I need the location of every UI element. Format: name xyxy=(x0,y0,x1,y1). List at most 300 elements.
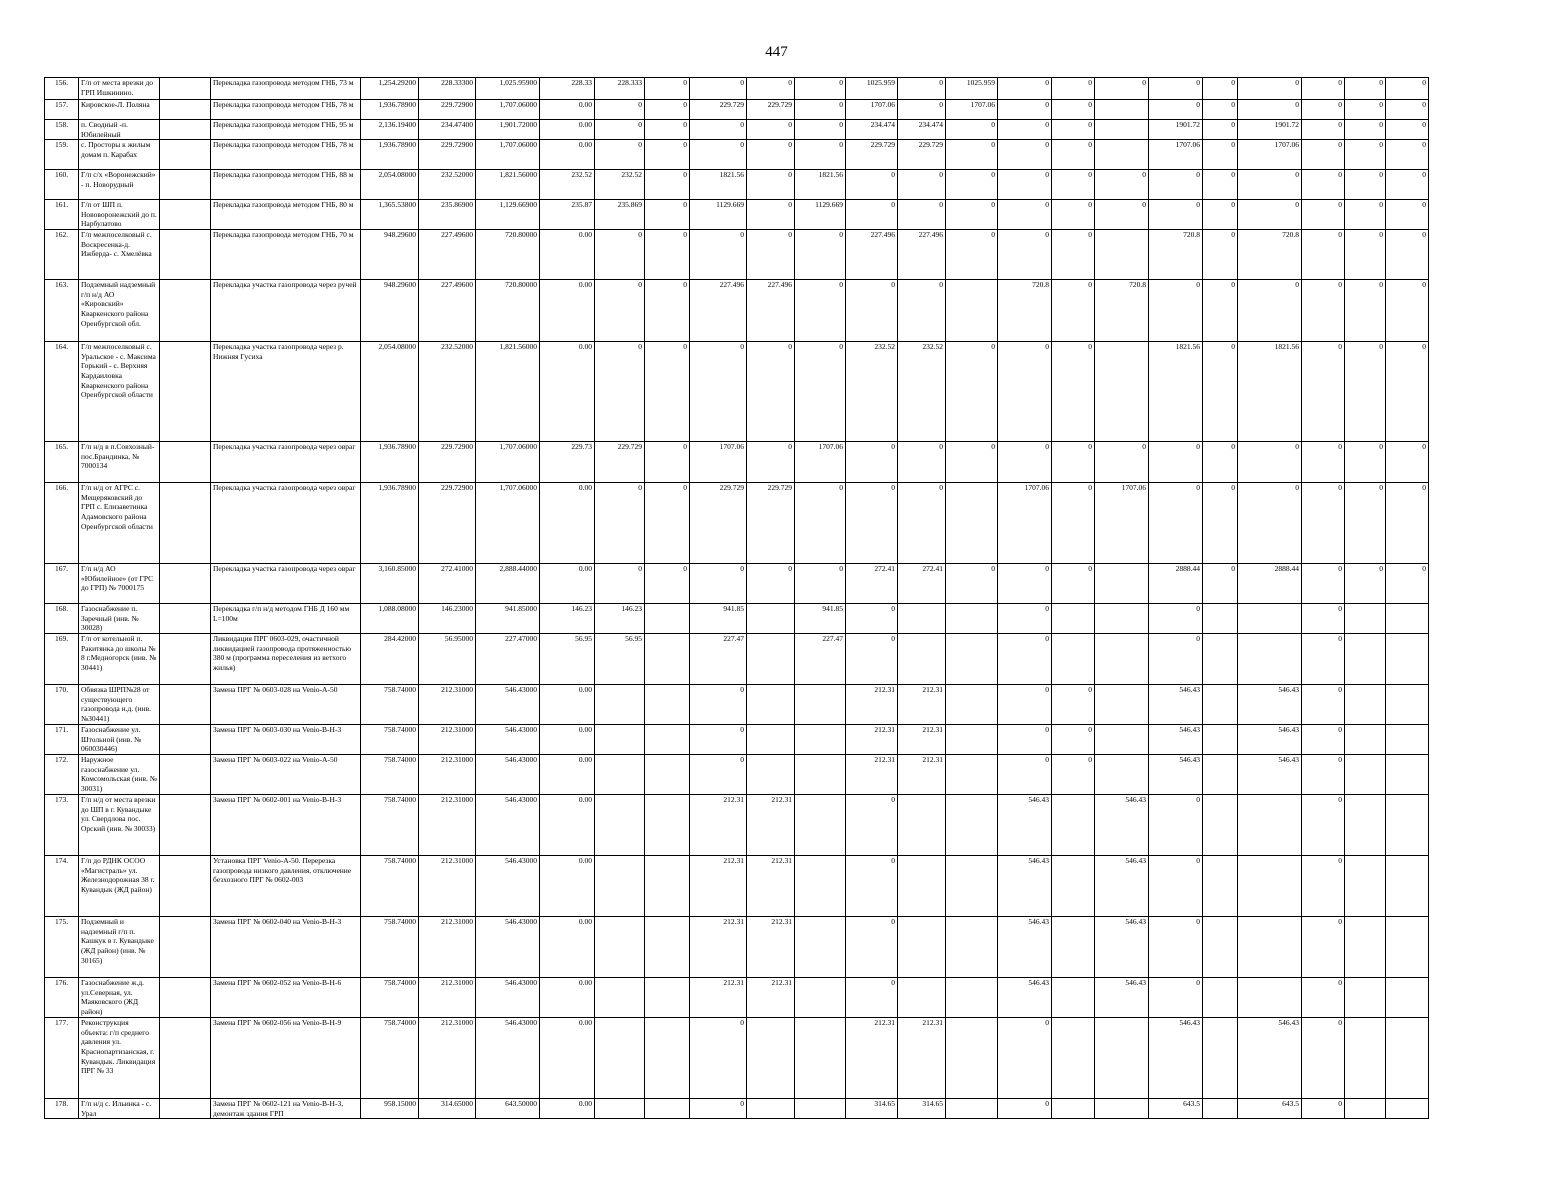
table-cell: 2,888.44000 xyxy=(476,564,540,604)
table-cell: 212.31 xyxy=(690,795,747,856)
table-cell: 0 xyxy=(1345,78,1386,100)
table-cell: 1,365.53800 xyxy=(361,200,419,230)
table-cell: 0 xyxy=(1052,342,1095,442)
table-cell xyxy=(795,725,846,755)
table-row xyxy=(45,1099,1429,1119)
table-cell: 0 xyxy=(1386,170,1429,200)
table-cell xyxy=(160,170,211,200)
table-cell: 0 xyxy=(1149,78,1203,100)
table-cell xyxy=(1203,1018,1238,1099)
table-row xyxy=(45,564,1429,604)
table-cell: 0 xyxy=(998,725,1052,755)
table-cell: 0 xyxy=(846,170,898,200)
table-cell: 0 xyxy=(946,442,998,483)
table-cell: 758.74000 xyxy=(361,978,419,1018)
table-cell: 0 xyxy=(946,230,998,280)
table-row xyxy=(45,140,1429,170)
table-cell: 0 xyxy=(846,634,898,685)
table-cell: 546.43000 xyxy=(476,1018,540,1099)
table-cell xyxy=(160,342,211,442)
table-cell: 0 xyxy=(1203,120,1238,140)
table-cell: 232.52 xyxy=(540,170,595,200)
table-cell: 314.65 xyxy=(898,1099,946,1119)
table-cell: 0 xyxy=(595,342,645,442)
table-cell: 0 xyxy=(1302,1099,1345,1119)
table-cell: 0 xyxy=(1052,170,1095,200)
table-cell: 174. xyxy=(45,856,79,917)
table-cell xyxy=(946,856,998,917)
table-cell: Перекладка газопровода методом ГНБ, 78 м xyxy=(211,100,361,120)
table-cell xyxy=(946,917,998,978)
table-cell xyxy=(795,795,846,856)
table-cell: 0 xyxy=(645,342,690,442)
table-cell: 0 xyxy=(1203,200,1238,230)
table-cell: 0 xyxy=(645,100,690,120)
table-cell: 0 xyxy=(998,755,1052,795)
table-cell: 0.00 xyxy=(540,280,595,342)
table-row xyxy=(45,685,1429,725)
table-cell: 212.31000 xyxy=(419,795,476,856)
table-cell: 228.33 xyxy=(540,78,595,100)
table-cell: 0 xyxy=(747,564,795,604)
table-cell: 0 xyxy=(747,120,795,140)
table-cell xyxy=(645,978,690,1018)
table-cell xyxy=(160,795,211,856)
table-cell: 212.31 xyxy=(747,856,795,917)
table-cell: Обвязка ШРП№28 от существующего газопровода н.д. (инв. №30441) xyxy=(79,685,160,725)
table-cell: 0 xyxy=(1149,442,1203,483)
table-cell: 0 xyxy=(1302,1018,1345,1099)
table-cell: 0.00 xyxy=(540,795,595,856)
table-cell: 546.43 xyxy=(1095,856,1149,917)
table-cell: 0 xyxy=(1052,483,1095,564)
table-cell: 172. xyxy=(45,755,79,795)
table-cell xyxy=(1052,795,1095,856)
table-cell: 229.729 xyxy=(595,442,645,483)
table-cell: с. Просторы к жилым домам п. Карабах xyxy=(79,140,160,170)
table-cell xyxy=(1203,755,1238,795)
table-cell xyxy=(795,917,846,978)
table-cell: 146.23 xyxy=(595,604,645,634)
table-row xyxy=(45,483,1429,564)
table-cell: 758.74000 xyxy=(361,795,419,856)
table-cell: 1707.06 xyxy=(795,442,846,483)
table-cell: 0 xyxy=(645,230,690,280)
table-cell: 0.00 xyxy=(540,1018,595,1099)
table-cell: 0 xyxy=(690,78,747,100)
table-cell xyxy=(898,634,946,685)
table-cell: 212.31 xyxy=(690,856,747,917)
table-cell: 0 xyxy=(998,1018,1052,1099)
table-cell: 1,936.78900 xyxy=(361,483,419,564)
table-cell xyxy=(946,725,998,755)
table-row xyxy=(45,604,1429,634)
table-cell: 0.00 xyxy=(540,342,595,442)
table-cell xyxy=(1386,634,1429,685)
table-cell: 0 xyxy=(998,140,1052,170)
table-cell xyxy=(1095,564,1149,604)
table-cell xyxy=(645,795,690,856)
table-cell xyxy=(160,604,211,634)
table-cell: 0 xyxy=(1345,442,1386,483)
table-cell xyxy=(1203,1099,1238,1119)
table-cell: 212.31 xyxy=(898,1018,946,1099)
table-cell: 0 xyxy=(1302,634,1345,685)
table-cell: 0 xyxy=(1302,230,1345,280)
table-cell xyxy=(1052,978,1095,1018)
table-cell: 0 xyxy=(690,564,747,604)
table-cell: 643.5 xyxy=(1238,1099,1302,1119)
table-cell: 720.8 xyxy=(998,280,1052,342)
table-cell: 156. xyxy=(45,78,79,100)
table-cell: 0 xyxy=(1302,917,1345,978)
table-cell: 720.80000 xyxy=(476,230,540,280)
table-cell: 0 xyxy=(1203,564,1238,604)
table-cell xyxy=(946,1018,998,1099)
table-cell: Газоснабжение п. Заречный (инв. № 30028) xyxy=(79,604,160,634)
table-cell: 0 xyxy=(595,564,645,604)
table-cell: 546.43000 xyxy=(476,978,540,1018)
table-cell: 1821.56 xyxy=(1238,342,1302,442)
table-cell: 1025.959 xyxy=(846,78,898,100)
table-cell: 720.80000 xyxy=(476,280,540,342)
table-cell: 2888.44 xyxy=(1238,564,1302,604)
table-cell: Перекладка участка газопровода через овраг xyxy=(211,483,361,564)
table-cell: 0 xyxy=(1302,795,1345,856)
table-cell: 0 xyxy=(595,483,645,564)
table-cell: 1,821.56000 xyxy=(476,170,540,200)
table-cell xyxy=(898,917,946,978)
table-cell: 546.43 xyxy=(998,795,1052,856)
table-cell xyxy=(160,978,211,1018)
table-cell xyxy=(595,725,645,755)
table-row xyxy=(45,170,1429,200)
table-row xyxy=(45,120,1429,140)
table-cell: Газоснабжение ж.д. ул.Северная, ул. Маяковского (ЖД район) xyxy=(79,978,160,1018)
table-cell: 0 xyxy=(747,200,795,230)
table-cell: 0 xyxy=(1149,280,1203,342)
table-cell: 941.85 xyxy=(795,604,846,634)
table-cell: 0 xyxy=(1149,634,1203,685)
table-cell xyxy=(160,917,211,978)
table-cell: Наружное газоснабжение ул. Комсомольская (инв. № 30031) xyxy=(79,755,160,795)
table-cell: 546.43 xyxy=(998,856,1052,917)
table-cell: 546.43000 xyxy=(476,685,540,725)
table-cell: Замена ПРГ № 0602-001 на Venio-В-Н-3 xyxy=(211,795,361,856)
table-cell xyxy=(1386,685,1429,725)
table-cell: 0 xyxy=(1052,280,1095,342)
table-cell: 229.729 xyxy=(747,100,795,120)
table-cell: 0 xyxy=(645,120,690,140)
table-cell: 0 xyxy=(1095,200,1149,230)
table-cell: 212.31000 xyxy=(419,1018,476,1099)
table-cell: 0 xyxy=(1149,978,1203,1018)
table-cell: 228.33300 xyxy=(419,78,476,100)
table-cell: 0 xyxy=(1386,200,1429,230)
table-cell xyxy=(946,755,998,795)
table-row xyxy=(45,856,1429,917)
table-cell xyxy=(1345,685,1386,725)
table-cell: 212.31 xyxy=(846,755,898,795)
table-cell xyxy=(160,483,211,564)
table-cell: 758.74000 xyxy=(361,1018,419,1099)
table-cell xyxy=(160,685,211,725)
table-cell xyxy=(795,1018,846,1099)
table-cell: 0 xyxy=(1203,78,1238,100)
table-cell: 1901.72 xyxy=(1149,120,1203,140)
table-cell xyxy=(1052,917,1095,978)
table-cell: 272.41 xyxy=(846,564,898,604)
table-cell: 0 xyxy=(1386,342,1429,442)
table-cell: 0 xyxy=(645,483,690,564)
table-cell: 0 xyxy=(1302,100,1345,120)
table-row xyxy=(45,795,1429,856)
table-cell: 0 xyxy=(1302,755,1345,795)
table-cell xyxy=(1238,978,1302,1018)
table-cell xyxy=(595,1018,645,1099)
table-cell xyxy=(1095,230,1149,280)
table-cell: 0 xyxy=(846,483,898,564)
table-cell xyxy=(160,100,211,120)
table-row xyxy=(45,78,1429,100)
table-cell: Кировское-Л. Поляна xyxy=(79,100,160,120)
table-cell: Г/п межпоселковый с. Уральское - с. Максима Горький - с. Верхняя Кардаиловка Кваркенского района Оренбургской области xyxy=(79,342,160,442)
table-cell xyxy=(946,604,998,634)
table-cell: 0.00 xyxy=(540,120,595,140)
table-cell: 212.31 xyxy=(747,978,795,1018)
table-cell: 2,054.08000 xyxy=(361,170,419,200)
table-cell: 0 xyxy=(690,725,747,755)
table-cell: 546.43000 xyxy=(476,856,540,917)
table-cell: 228.333 xyxy=(595,78,645,100)
table-cell: 546.43000 xyxy=(476,795,540,856)
table-cell: 56.95 xyxy=(595,634,645,685)
table-cell: 212.31 xyxy=(846,685,898,725)
table-cell: 0 xyxy=(1345,120,1386,140)
table-cell xyxy=(1345,755,1386,795)
table-cell: 165. xyxy=(45,442,79,483)
table-cell xyxy=(1052,856,1095,917)
table-cell: Замена ПРГ № 0602-056 на Venio-В-Н-9 xyxy=(211,1018,361,1099)
table-cell: 0 xyxy=(846,917,898,978)
table-cell xyxy=(898,604,946,634)
table-cell: 546.43 xyxy=(998,978,1052,1018)
table-cell: Г/п н/д в п.Совхозный-пос.Брандинка, № 7000134 xyxy=(79,442,160,483)
table-cell xyxy=(1386,856,1429,917)
table-cell: 958.15000 xyxy=(361,1099,419,1119)
table-cell: 1,901.72000 xyxy=(476,120,540,140)
table-cell: 0 xyxy=(998,230,1052,280)
table-cell xyxy=(1238,604,1302,634)
table-cell xyxy=(1345,856,1386,917)
table-cell: 0 xyxy=(846,442,898,483)
table-cell: 229.72900 xyxy=(419,483,476,564)
table-cell: Установка ПРГ Venio-А-50. Перерезка газопровода низкого давления, отключение безхозного ПРГ № 0602-003 xyxy=(211,856,361,917)
table-cell: 0 xyxy=(690,230,747,280)
table-cell: 0 xyxy=(1386,442,1429,483)
table-cell xyxy=(645,604,690,634)
table-cell: 212.31000 xyxy=(419,685,476,725)
table-cell xyxy=(795,755,846,795)
table-cell xyxy=(160,78,211,100)
table-cell: 227.49600 xyxy=(419,280,476,342)
table-cell: 1,936.78900 xyxy=(361,140,419,170)
table-cell: 0 xyxy=(1345,100,1386,120)
table-cell: 1707.06 xyxy=(1095,483,1149,564)
table-cell: 232.52000 xyxy=(419,342,476,442)
table-cell xyxy=(1386,978,1429,1018)
table-cell: 146.23 xyxy=(540,604,595,634)
table-cell: 235.869 xyxy=(595,200,645,230)
table-cell xyxy=(1095,755,1149,795)
table-cell xyxy=(1345,795,1386,856)
table-cell xyxy=(1203,685,1238,725)
table-cell xyxy=(747,725,795,755)
table-cell xyxy=(1095,120,1149,140)
table-cell: 1,254.29200 xyxy=(361,78,419,100)
table-cell xyxy=(747,1018,795,1099)
table-cell: 1,936.78900 xyxy=(361,100,419,120)
data-table xyxy=(44,77,1429,1119)
table-cell: 146.23000 xyxy=(419,604,476,634)
table-cell: 0 xyxy=(1149,795,1203,856)
table-cell xyxy=(645,1018,690,1099)
table-cell: 0 xyxy=(1386,564,1429,604)
table-cell: 1,936.78900 xyxy=(361,442,419,483)
table-cell: Замена ПРГ № 0603-028 на Venio-А-50 xyxy=(211,685,361,725)
table-cell: 1707.06 xyxy=(846,100,898,120)
table-cell: Подземный и надземный г/п п. Кашкук в г. Кувандыке (ЖД район) (инв. № 30165) xyxy=(79,917,160,978)
table-cell xyxy=(946,634,998,685)
table-cell xyxy=(1203,856,1238,917)
table-cell: 0 xyxy=(645,280,690,342)
table-cell: 0 xyxy=(1238,200,1302,230)
table-cell: 232.52 xyxy=(846,342,898,442)
table-cell: 0 xyxy=(1052,564,1095,604)
table-cell xyxy=(1052,634,1095,685)
table-cell: 0 xyxy=(998,170,1052,200)
table-cell: 0 xyxy=(1095,78,1149,100)
table-cell: 1129.669 xyxy=(690,200,747,230)
table-cell xyxy=(946,280,998,342)
table-cell: 212.31 xyxy=(898,685,946,725)
table-cell xyxy=(1238,856,1302,917)
table-cell xyxy=(645,634,690,685)
table-cell: 948.29600 xyxy=(361,280,419,342)
table-cell: 546.43 xyxy=(1095,795,1149,856)
table-cell xyxy=(645,725,690,755)
table-cell xyxy=(160,120,211,140)
table-cell: 227.496 xyxy=(898,230,946,280)
table-cell: 1,707.06000 xyxy=(476,442,540,483)
table-cell: 546.43 xyxy=(1095,917,1149,978)
table-cell: 546.43 xyxy=(998,917,1052,978)
table-cell: 0 xyxy=(1052,230,1095,280)
table-cell: 0 xyxy=(747,170,795,200)
table-cell: Г/п н/д от места врезки до ШП в г. Кувандыке ул. Свердлова пос. Орский (инв. № 30033) xyxy=(79,795,160,856)
table-cell: 0 xyxy=(645,78,690,100)
table-cell: 0 xyxy=(1203,483,1238,564)
table-cell: Перекладка участка газопровода через овраг xyxy=(211,442,361,483)
table-row xyxy=(45,230,1429,280)
table-cell: 229.72900 xyxy=(419,442,476,483)
table-cell: 0 xyxy=(645,200,690,230)
table-cell: 212.31 xyxy=(747,917,795,978)
table-cell: Перекладка участка газопровода через овраг xyxy=(211,564,361,604)
table-cell xyxy=(645,755,690,795)
table-cell: 546.43 xyxy=(1149,685,1203,725)
table-cell: 1707.06 xyxy=(946,100,998,120)
table-cell: 720.8 xyxy=(1238,230,1302,280)
table-cell: 229.729 xyxy=(690,100,747,120)
table-cell xyxy=(1345,1018,1386,1099)
table-cell: 0 xyxy=(946,170,998,200)
table-cell: 1,025.95900 xyxy=(476,78,540,100)
table-cell xyxy=(747,685,795,725)
table-cell: 0 xyxy=(1302,564,1345,604)
table-cell xyxy=(747,1099,795,1119)
table-cell xyxy=(1203,725,1238,755)
table-cell: 0 xyxy=(998,200,1052,230)
table-cell: 227.496 xyxy=(747,280,795,342)
table-cell: 56.95000 xyxy=(419,634,476,685)
table-cell: 0 xyxy=(998,685,1052,725)
table-cell: 0 xyxy=(1345,280,1386,342)
table-cell xyxy=(1203,917,1238,978)
table-cell: 0 xyxy=(690,1018,747,1099)
table-cell xyxy=(160,564,211,604)
table-cell: 0 xyxy=(946,342,998,442)
table-cell xyxy=(160,725,211,755)
table-cell: 314.65000 xyxy=(419,1099,476,1119)
table-cell: 2,136.19400 xyxy=(361,120,419,140)
table-cell: 0 xyxy=(645,170,690,200)
table-cell: 758.74000 xyxy=(361,725,419,755)
table-cell: 0 xyxy=(898,170,946,200)
table-cell: Замена ПРГ № 0603-030 на Venio-В-Н-3 xyxy=(211,725,361,755)
table-cell: 170. xyxy=(45,685,79,725)
table-cell: 0 xyxy=(690,120,747,140)
table-cell: 0 xyxy=(1386,78,1429,100)
table-cell: 0 xyxy=(946,140,998,170)
table-cell: 212.31 xyxy=(898,755,946,795)
table-cell: 227.47 xyxy=(690,634,747,685)
table-cell: 0.00 xyxy=(540,564,595,604)
table-cell xyxy=(160,755,211,795)
table-cell: 212.31000 xyxy=(419,755,476,795)
table-cell xyxy=(160,280,211,342)
table-cell: 0 xyxy=(1052,442,1095,483)
table-cell: 758.74000 xyxy=(361,685,419,725)
table-cell: 0 xyxy=(1345,564,1386,604)
table-cell: 0 xyxy=(690,140,747,170)
table-cell: 0 xyxy=(898,78,946,100)
table-cell: Перекладка газопровода методом ГНБ, 70 м xyxy=(211,230,361,280)
table-cell: 161. xyxy=(45,200,79,230)
table-cell: 56.95 xyxy=(540,634,595,685)
table-cell: 159. xyxy=(45,140,79,170)
table-cell: Замена ПРГ № 0602-052 на Venio-В-Н-6 xyxy=(211,978,361,1018)
table-cell: 0.00 xyxy=(540,140,595,170)
table-cell: Газоснабжение ул. Штольной (инв. № 060030446) xyxy=(79,725,160,755)
table-cell xyxy=(1345,634,1386,685)
table-cell xyxy=(1386,1018,1429,1099)
table-cell: 0 xyxy=(1149,856,1203,917)
table-cell: 212.31000 xyxy=(419,725,476,755)
table-cell: Замена ПРГ № 0603-022 на Venio-А-50 xyxy=(211,755,361,795)
table-cell xyxy=(160,1099,211,1119)
table-cell: 0.00 xyxy=(540,483,595,564)
